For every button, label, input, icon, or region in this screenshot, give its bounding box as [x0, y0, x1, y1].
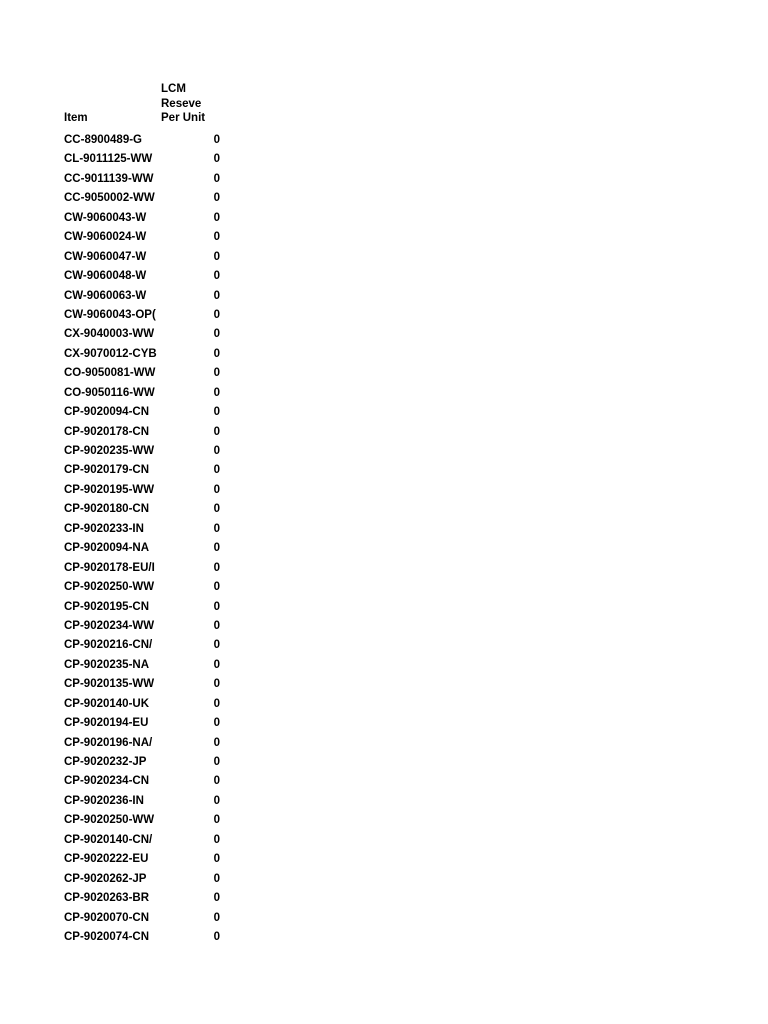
lcm-reserve-cell: 0: [213, 639, 220, 652]
item-cell: CC-9011139-WW: [64, 172, 154, 185]
item-cell: CP-9020180-CN: [64, 503, 150, 516]
lcm-reserve-cell: 0: [213, 697, 220, 710]
item-cell: CL-9011125-WW: [64, 153, 153, 166]
item-cell: CP-9020070-CN: [64, 911, 150, 924]
item-cell: CP-9020179-CN: [64, 464, 150, 477]
lcm-reserve-cell: 0: [213, 308, 220, 321]
item-cell: CP-9020263-BR: [64, 892, 150, 905]
lcm-reserve-cell: 0: [213, 425, 220, 438]
lcm-reserve-cell: 0: [213, 211, 220, 224]
item-cell: CP-9020094-CN: [64, 406, 150, 419]
lcm-reserve-cell: 0: [213, 347, 220, 360]
lcm-reserve-cell: 0: [213, 600, 220, 613]
item-cell: CW-9060047-W: [64, 250, 147, 263]
lcm-reserve-cell: 0: [213, 678, 220, 691]
lcm-reserve-cell: 0: [213, 619, 220, 632]
item-cell: CP-9020140-UK: [64, 697, 150, 710]
item-cell: CP-9020074-CN: [64, 930, 150, 943]
item-cell: CP-9020222-EU: [64, 853, 149, 866]
lcm-reserve-cell: 0: [213, 658, 220, 671]
item-cell: CW-9060063-W: [64, 289, 147, 302]
lcm-reserve-cell: 0: [213, 853, 220, 866]
item-cell: CP-9020178-CN: [64, 425, 150, 438]
lcm-reserve-cell: 0: [213, 503, 220, 516]
lcm-reserve-cell: 0: [213, 717, 220, 730]
item-cell: CP-9020234-WW: [64, 619, 155, 632]
lcm-reserve-cell: 0: [213, 833, 220, 846]
item-cell: CW-9060024-W: [64, 231, 147, 244]
lcm-reserve-cell: 0: [213, 542, 220, 555]
item-cell: CP-9020250-WW: [64, 581, 155, 594]
item-cell: CP-9020178-EU/I: [64, 561, 155, 574]
item-cell: CW-9060043-W: [64, 211, 147, 224]
item-cell: CC-9050002-WW: [64, 192, 155, 205]
item-cell: CC-8900489-G: [64, 134, 142, 146]
lcm-reserve-cell: 0: [213, 270, 220, 283]
lcm-reserve-cell: 0: [213, 522, 220, 535]
lcm-reserve-cell: 0: [213, 367, 220, 380]
item-cell: CP-9020235-WW: [64, 445, 155, 457]
lcm-reserve-cell: 0: [213, 814, 220, 827]
lcm-reserve-cell: 0: [213, 775, 220, 788]
item-cell: CP-9020235-NA: [64, 658, 150, 671]
item-cell: CP-9020195-CN: [64, 600, 150, 613]
item-cell: CP-9020216-CN/: [64, 639, 153, 652]
lcm-reserve-cell: 0: [213, 386, 220, 399]
column-header-item: Item: [64, 112, 88, 124]
item-cell: CO-9050081-WW: [64, 367, 156, 380]
item-cell: CP-9020234-CN: [64, 775, 150, 788]
item-cell: CP-9020194-EU: [64, 717, 149, 730]
lcm-reserve-cell: 0: [213, 172, 220, 185]
lcm-reserve-cell: 0: [213, 581, 220, 594]
item-cell: CP-9020232-JP: [64, 756, 147, 768]
item-cell: CO-9050116-WW: [64, 386, 155, 399]
lcm-reserve-cell: 0: [213, 406, 220, 419]
item-cell: CP-9020140-CN/: [64, 833, 153, 846]
lcm-reserve-cell: 0: [213, 328, 220, 341]
lcm-reserve-cell: 0: [213, 872, 220, 885]
item-cell: CP-9020236-IN: [64, 794, 144, 807]
item-cell: CP-9020196-NA/: [64, 736, 153, 749]
column-header-lcm-reserve: LCM Reseve Per Unit: [161, 83, 206, 124]
lcm-reserve-cell: 0: [213, 464, 220, 477]
item-cell: CP-9020250-WW: [64, 814, 155, 827]
item-cell: CX-9040003-WW: [64, 328, 155, 341]
lcm-reserve-cell: 0: [213, 134, 220, 146]
lcm-reserve-cell: 0: [213, 736, 220, 749]
item-cell: CX-9070012-CYB: [64, 347, 157, 360]
lcm-reserve-cell: 0: [213, 930, 220, 943]
lcm-reserve-cell: 0: [213, 231, 220, 244]
lcm-reserve-cell: 0: [213, 250, 220, 263]
item-cell: CP-9020195-WW: [64, 483, 155, 496]
lcm-reserve-cell: 0: [213, 892, 220, 905]
lcm-reserve-cell: 0: [213, 911, 220, 924]
lcm-reserve-cell: 0: [213, 561, 220, 574]
lcm-reserve-cell: 0: [213, 756, 220, 768]
lcm-reserve-cell: 0: [213, 289, 220, 302]
lcm-reserve-cell: 0: [213, 445, 220, 457]
item-cell: CW-9060043-OP(: [64, 308, 156, 321]
lcm-reserve-cell: 0: [213, 794, 220, 807]
item-cell: CP-9020094-NA: [64, 542, 150, 555]
item-cell: CP-9020262-JP: [64, 872, 147, 885]
item-cell: CP-9020135-WW: [64, 678, 155, 691]
lcm-reserve-cell: 0: [213, 483, 220, 496]
item-cell: CW-9060048-W: [64, 270, 147, 283]
item-cell: CP-9020233-IN: [64, 522, 144, 535]
lcm-reserve-cell: 0: [213, 192, 220, 205]
lcm-reserve-cell: 0: [213, 153, 220, 166]
